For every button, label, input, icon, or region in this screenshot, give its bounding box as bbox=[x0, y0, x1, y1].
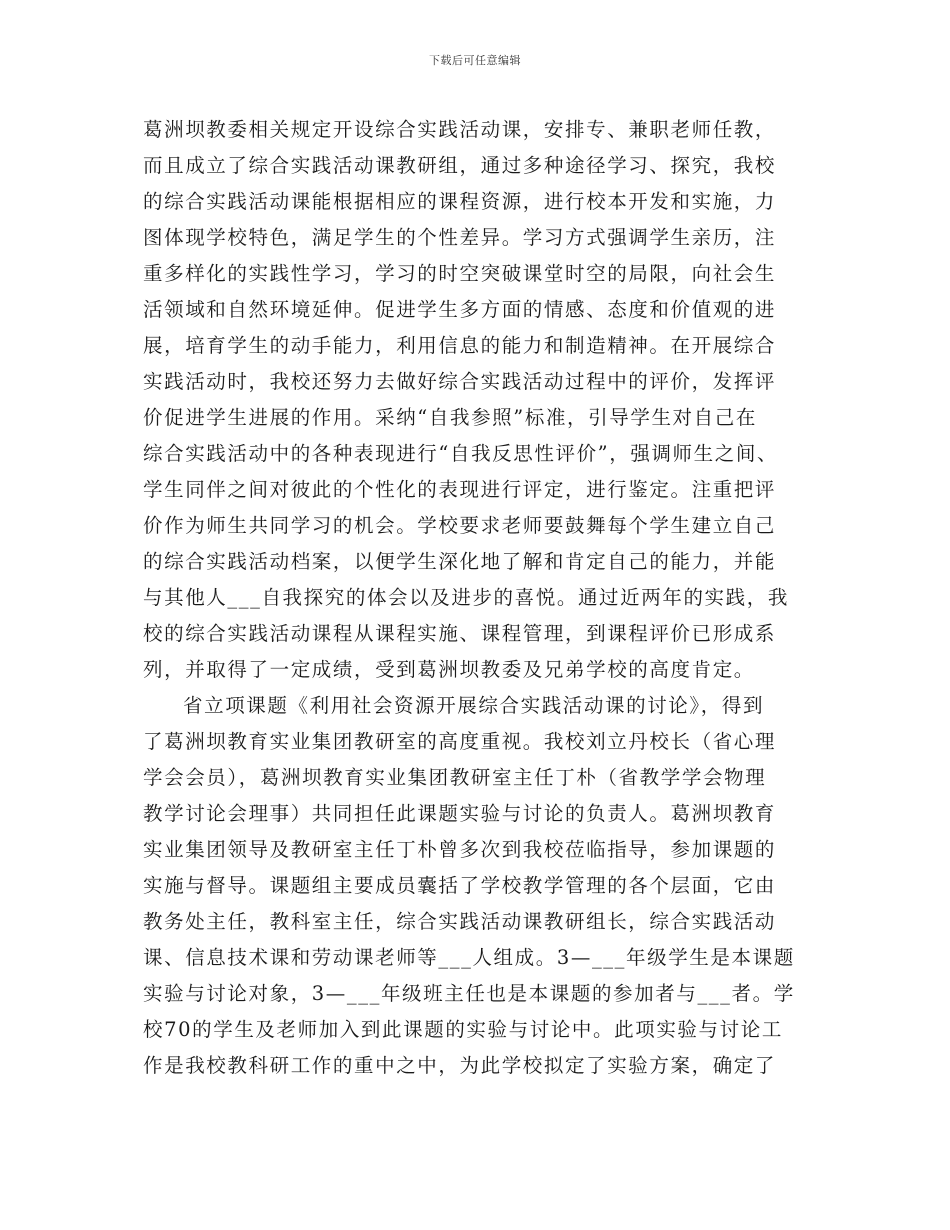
text-line: 综合实践活动中的各种表现进行“自我反思性评价”，强调师生之间、 bbox=[143, 442, 779, 465]
text-line: 的综合实践活动档案，以便学生深化地了解和肯定自己的能力，并能 bbox=[143, 550, 777, 573]
body-text bbox=[143, 112, 823, 1084]
text-line: 校70的学生及老师加入到此课题的实验与讨论中。此项实验与讨论工 bbox=[143, 1018, 783, 1041]
text-line: 实业集团领导及教研室主任丁朴曾多次到我校莅临指导，参加课题的 bbox=[143, 838, 777, 861]
text-line: 图体现学校特色，满足学生的个性差异。学习方式强调学生亲历，注 bbox=[143, 226, 777, 249]
text-line: 教学讨论会理事）共同担任此课题实验与讨论的负责人。葛洲坝教育 bbox=[143, 802, 777, 825]
text-line: 活领域和自然环境延伸。促进学生多方面的情感、态度和价值观的进 bbox=[143, 298, 777, 321]
paragraph-1 bbox=[143, 112, 823, 688]
text-line: 与其他人___自我探究的体会以及进步的喜悦。通过近两年的实践，我 bbox=[143, 586, 789, 609]
text-line: 重多样化的实践性学习，学习的时空突破课堂时空的局限，向社会生 bbox=[143, 262, 777, 285]
text-line: 实施与督导。课题组主要成员囊括了学校教学管理的各个层面，它由 bbox=[143, 874, 777, 897]
page-header: 下载后可任意编辑 bbox=[429, 54, 521, 67]
text-line: 实践活动时，我校还努力去做好综合实践活动过程中的评价，发挥评 bbox=[143, 370, 777, 393]
text-line: 了葛洲坝教育实业集团教研室的高度重视。我校刘立丹校长（省心理 bbox=[143, 730, 777, 753]
text-line: 作是我校教科研工作的重中之中，为此学校拟定了实验方案，确定了 bbox=[143, 1054, 777, 1077]
text-line: 价作为师生共同学习的机会。学校要求老师要鼓舞每个学生建立自己 bbox=[143, 514, 777, 537]
text-line-indented: 省立项课题《利用社会资源开展综合实践活动课的讨论》，得到 bbox=[183, 694, 765, 717]
text-line: 列，并取得了一定成绩，受到葛洲坝教委及兄弟学校的高度肯定。 bbox=[143, 658, 755, 681]
text-line: 课、信息技术课和劳动课老师等___人组成。3—___年级学生是本课题 bbox=[143, 946, 795, 969]
text-line: 教务处主任，教科室主任，综合实践活动课教研组长，综合实践活动 bbox=[143, 910, 777, 933]
text-line: 学生同伴之间对彼此的个性化的表现进行评定，进行鉴定。注重把评 bbox=[143, 478, 777, 501]
text-line: 而且成立了综合实践活动课教研组，通过多种途径学习、探究，我校 bbox=[143, 154, 777, 177]
text-line: 价促进学生进展的作用。采纳“自我参照”标准，引导学生对自己在 bbox=[143, 406, 757, 429]
text-line: 实验与讨论对象，3—___年级班主任也是本课题的参加者与___者。学 bbox=[143, 982, 795, 1005]
text-line: 学会会员），葛洲坝教育实业集团教研室主任丁朴（省教学学会物理 bbox=[143, 766, 767, 789]
text-line: 葛洲坝教委相关规定开设综合实践活动课，安排专、兼职老师任教， bbox=[143, 118, 777, 141]
text-line: 的综合实践活动课能根据相应的课程资源，进行校本开发和实施，力 bbox=[143, 190, 777, 213]
paragraph-2 bbox=[143, 688, 823, 1084]
text-line: 校的综合实践活动课程从课程实施、课程管理，到课程评价已形成系 bbox=[143, 622, 777, 645]
text-line: 展，培育学生的动手能力，利用信息的能力和制造精神。在开展综合 bbox=[143, 334, 777, 357]
